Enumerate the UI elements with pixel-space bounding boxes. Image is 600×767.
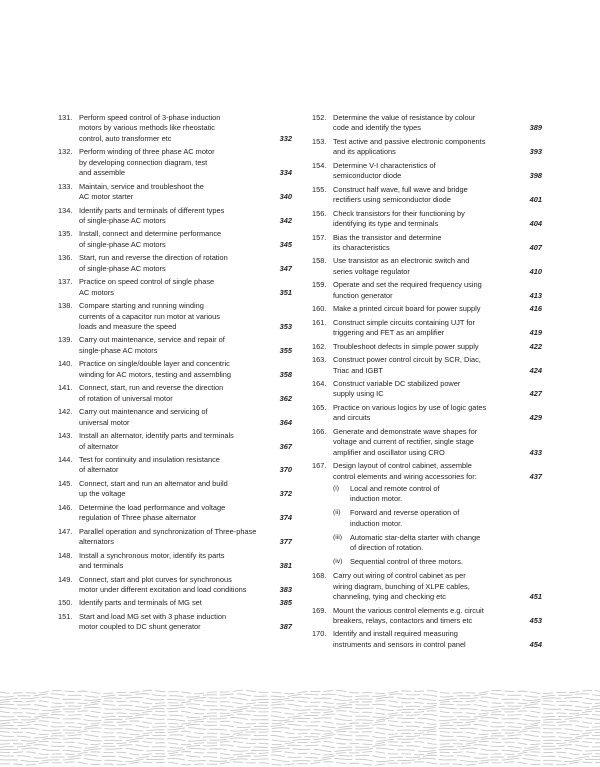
entry-title: Test active and passive electronic components and its applications xyxy=(333,136,486,157)
entry-title: Design layout of control cabinet, assemble control elements and wiring accessories for: xyxy=(333,461,477,481)
entry-number: 136. xyxy=(58,253,73,263)
toc-entry xyxy=(58,455,292,476)
page-number: 370 xyxy=(279,465,292,475)
page-number: 334 xyxy=(279,168,292,178)
page-number: 433 xyxy=(529,447,542,457)
page-number: 362 xyxy=(279,393,292,403)
subitem-text: Automatic star-delta starter with change of direction of rotation. xyxy=(350,532,481,553)
entry-number: 168. xyxy=(312,571,327,581)
toc-entry xyxy=(58,503,292,524)
page-number: 416 xyxy=(529,304,542,314)
entry-number: 137. xyxy=(58,277,73,287)
entry-title: Connect, start, run and reverse the direction of rotation of universal motor xyxy=(79,383,224,403)
wave-line xyxy=(0,745,600,749)
entry-number: 170. xyxy=(312,629,327,639)
subitem xyxy=(333,557,542,567)
entry-title: Generate and demonstrate wave shapes for voltage and current of rectifier, single stage amplifier and oscillator using CRO xyxy=(333,426,478,457)
page-number: 424 xyxy=(529,365,542,375)
toc-entry xyxy=(58,182,292,203)
entry-number: 157. xyxy=(312,232,327,242)
page-number: 385 xyxy=(279,598,292,608)
decorative-wave-pattern xyxy=(0,688,600,767)
entry-title: Practice on speed control of single phase AC motors xyxy=(79,277,215,297)
toc-entry xyxy=(312,113,542,134)
page-number: 364 xyxy=(279,417,292,427)
subitem-label: (ii) xyxy=(333,509,341,517)
entry-number: 167. xyxy=(312,461,327,471)
toc-entry xyxy=(58,359,292,380)
page-number: 429 xyxy=(529,413,542,423)
entry-title: Connect, start and plot curves for synchronous motor under different excitation and load conditions xyxy=(79,574,247,594)
wave-line xyxy=(0,694,600,698)
entry-number: 146. xyxy=(58,502,73,512)
entry-number: 154. xyxy=(312,160,327,170)
subitem-text: Local and remote control of induction motor. xyxy=(350,484,440,504)
entry-number: 165. xyxy=(312,402,327,412)
wave-line xyxy=(0,728,600,732)
entry-number: 160. xyxy=(312,304,327,314)
wave-line xyxy=(0,704,600,708)
entry-number: 135. xyxy=(58,229,73,239)
toc-left-column xyxy=(58,113,292,636)
entry-title: Construct simple circuits containing UJT for triggering and FET as an amplifier xyxy=(333,317,475,338)
entry-title: Carry out maintenance, service and repair of single-phase AC motors xyxy=(79,335,225,355)
toc-entry xyxy=(58,527,292,548)
toc-entry xyxy=(312,427,542,458)
wave-line xyxy=(0,707,600,711)
entry-number: 147. xyxy=(58,526,73,536)
page-number: 437 xyxy=(529,471,542,481)
wave-line xyxy=(0,762,600,766)
entry-number: 142. xyxy=(58,407,73,417)
page-number: 413 xyxy=(529,290,542,300)
toc-entry xyxy=(312,379,542,400)
entry-number: 141. xyxy=(58,383,73,393)
page-number: 453 xyxy=(529,615,542,625)
entry-title: Make a printed circuit board for power supply xyxy=(333,304,481,314)
toc-entry xyxy=(312,209,542,230)
toc-entry xyxy=(312,355,542,376)
toc-entry xyxy=(58,301,292,332)
toc-entry xyxy=(312,629,542,650)
page-number: 345 xyxy=(279,239,292,249)
entry-number: 161. xyxy=(312,317,327,327)
page-number: 342 xyxy=(279,215,292,225)
subitem-label: (i) xyxy=(333,485,340,492)
wave-line xyxy=(0,734,600,738)
entry-title: Construct power control circuit by SCR, Diac, Triac and IGBT xyxy=(333,355,481,375)
subitem xyxy=(333,533,542,554)
wave-line xyxy=(0,690,600,694)
entry-title: Troubleshoot defects in simple power supply xyxy=(333,341,479,351)
entry-number: 148. xyxy=(58,550,73,560)
entry-title: Bias the transistor and determine its characteristics xyxy=(333,232,442,252)
entry-number: 150. xyxy=(58,598,73,608)
entry-title: Perform speed control of 3-phase induction motors by various methods like rheostatic control, auto transformer etc xyxy=(79,113,221,143)
entry-title: Determine the load performance and voltage regulation of Three phase alternator xyxy=(79,502,226,523)
page-number: 393 xyxy=(529,147,542,157)
wave-line xyxy=(0,731,600,735)
entry-title: Construct variable DC stabilized power supply using IC xyxy=(333,379,461,399)
subitem xyxy=(333,484,542,505)
wave-line xyxy=(0,717,600,721)
entry-title: Identify parts and terminals of MG set xyxy=(79,598,202,608)
page-number: 367 xyxy=(279,441,292,451)
page-number: 355 xyxy=(279,345,292,355)
entry-title: Compare starting and running winding currents of a capacitor run motor at various loads and measure the speed xyxy=(79,301,220,331)
entry-title: Install an alternator, identify parts and terminals of alternator xyxy=(79,431,234,451)
toc-entry xyxy=(58,612,292,633)
page-number: 381 xyxy=(279,561,292,571)
toc-entry xyxy=(312,185,542,206)
entry-title: Start, run and reverse the direction of rotation of single-phase AC motors xyxy=(79,253,228,273)
toc-entry xyxy=(58,277,292,298)
entry-number: 133. xyxy=(58,181,73,191)
toc-entry xyxy=(58,229,292,250)
page-number: 372 xyxy=(279,489,292,499)
page-number: 340 xyxy=(279,192,292,202)
page-number: 374 xyxy=(279,513,292,523)
entry-number: 143. xyxy=(58,431,73,441)
entry-title: Mount the various control elements e.g. circuit breakers, relays, contactors and timers etc xyxy=(333,605,484,625)
page-number: 454 xyxy=(529,639,542,649)
entry-number: 164. xyxy=(312,379,327,389)
toc-entry xyxy=(58,253,292,274)
subitem xyxy=(333,508,542,529)
entry-title: Determine V-I characteristics of semiconductor diode xyxy=(333,160,436,181)
page-number: 410 xyxy=(529,266,542,276)
entry-number: 153. xyxy=(312,136,327,146)
entry-title: Connect, start and run an alternator and build up the voltage xyxy=(79,478,228,499)
entry-title: Determine the value of resistance by colour code and identify the types xyxy=(333,113,476,133)
toc-entry xyxy=(312,342,542,352)
toc-entry xyxy=(312,280,542,301)
entry-number: 144. xyxy=(58,455,73,464)
entry-title: Identify parts and terminals of different types of single-phase AC motors xyxy=(79,205,225,225)
wave-line xyxy=(0,738,600,742)
page-number: 419 xyxy=(529,328,542,338)
toc-entry xyxy=(58,147,292,178)
entry-subitems xyxy=(333,484,542,568)
page-number: 401 xyxy=(529,195,542,205)
page-number: 451 xyxy=(529,592,542,602)
page-number: 358 xyxy=(279,369,292,379)
entry-title: Install a synchronous motor, identify its parts and terminals xyxy=(79,550,225,571)
page-number: 404 xyxy=(529,219,542,229)
subitem-label: (iii) xyxy=(333,533,343,541)
entry-title: Practice on various logics by use of logic gates and circuits xyxy=(333,402,487,423)
page-number: 377 xyxy=(279,537,292,547)
wave-line xyxy=(0,700,600,703)
toc-entry xyxy=(312,318,542,339)
toc-entry xyxy=(312,304,542,314)
toc-right-column xyxy=(312,113,542,653)
entry-number: 151. xyxy=(58,611,73,621)
entry-title: Perform winding of three phase AC motor by developing connection diagram, test and assemble xyxy=(79,147,215,178)
toc-entry xyxy=(312,461,542,567)
toc-entry xyxy=(58,431,292,452)
toc-entry xyxy=(312,137,542,158)
entry-title: Maintain, service and troubleshoot the AC motor starter xyxy=(79,181,204,202)
entry-title: Construct half wave, full wave and bridge rectifiers using semiconductor diode xyxy=(333,184,468,205)
toc-entry xyxy=(58,575,292,596)
entry-title: Install, connect and determine performance of single-phase AC motors xyxy=(79,229,222,249)
subitem-label: (iv) xyxy=(333,558,343,566)
toc-entry xyxy=(58,335,292,356)
entry-number: 155. xyxy=(312,184,327,194)
page-number: 398 xyxy=(529,171,542,181)
wave-line xyxy=(0,721,600,725)
entry-title: Parallel operation and synchronization of Three-phase alternators xyxy=(79,526,257,547)
page-number: 353 xyxy=(279,321,292,331)
page-number: 427 xyxy=(529,389,542,399)
toc-entry xyxy=(58,479,292,500)
wave-line xyxy=(0,755,600,759)
subitem-text: Sequential control of three motors. xyxy=(350,557,463,567)
entry-title: Start and load MG set with 3 phase induction motor coupled to DC shunt generator xyxy=(79,611,227,632)
entry-number: 163. xyxy=(312,355,327,365)
entry-title: Operate and set the required frequency using function generator xyxy=(333,280,482,300)
toc-entry xyxy=(312,571,542,602)
entry-number: 162. xyxy=(312,341,327,351)
entry-title: Check transistors for their functioning by identifying its type and terminals xyxy=(333,208,465,229)
entry-number: 156. xyxy=(312,208,327,218)
entry-number: 134. xyxy=(58,205,73,215)
page-number: 387 xyxy=(279,622,292,632)
entry-number: 158. xyxy=(312,256,327,266)
toc-entry xyxy=(312,233,542,254)
toc-entry xyxy=(312,606,542,627)
page-number: 407 xyxy=(529,242,542,252)
toc-entry xyxy=(58,383,292,404)
page-number: 422 xyxy=(529,341,542,351)
toc-entry xyxy=(58,113,292,144)
wave-line xyxy=(0,741,600,745)
wave-line xyxy=(0,714,600,718)
entry-number: 132. xyxy=(58,147,73,157)
entry-title: Use transistor as an electronic switch and series voltage regulator xyxy=(333,256,470,276)
wave-line xyxy=(0,724,600,728)
wave-line xyxy=(0,758,600,762)
entry-title: Practice on single/double layer and concentric winding for AC motors, testing and assembling xyxy=(79,359,231,379)
wave-line xyxy=(0,697,600,701)
wave-line xyxy=(0,748,600,752)
subitem-text: Forward and reverse operation of induction motor. xyxy=(350,508,460,528)
wave-line xyxy=(0,751,600,754)
entry-number: 145. xyxy=(58,478,73,488)
toc-entry xyxy=(58,598,292,608)
entry-number: 139. xyxy=(58,335,73,345)
entry-number: 149. xyxy=(58,574,73,584)
entry-number: 152. xyxy=(312,113,327,122)
entry-number: 166. xyxy=(312,426,327,436)
toc-entry xyxy=(58,206,292,227)
page-number: 383 xyxy=(279,584,292,594)
entry-title: Carry out maintenance and servicing of universal motor xyxy=(79,407,208,427)
entry-number: 140. xyxy=(58,359,73,369)
entry-number: 159. xyxy=(312,280,327,290)
entry-number: 169. xyxy=(312,605,327,615)
entry-title: Carry out wiring of control cabinet as per wiring diagram, bunching of XLPE cables, channeling, tying and checking etc xyxy=(333,571,470,602)
toc-entry xyxy=(58,407,292,428)
toc-entry xyxy=(312,161,542,182)
page-number: 347 xyxy=(279,263,292,273)
toc-entry xyxy=(312,403,542,424)
page-number: 389 xyxy=(529,123,542,133)
toc-entry xyxy=(58,551,292,572)
page-number: 332 xyxy=(279,133,292,143)
entry-title: Identify and install required measuring instruments and sensors in control panel xyxy=(333,629,466,649)
page-number: 351 xyxy=(279,287,292,297)
entry-number: 138. xyxy=(58,301,73,311)
entry-title: Test for continuity and insulation resistance of alternator xyxy=(79,455,220,475)
wave-line xyxy=(0,711,600,714)
toc-entry xyxy=(312,256,542,277)
entry-number: 131. xyxy=(58,113,73,122)
